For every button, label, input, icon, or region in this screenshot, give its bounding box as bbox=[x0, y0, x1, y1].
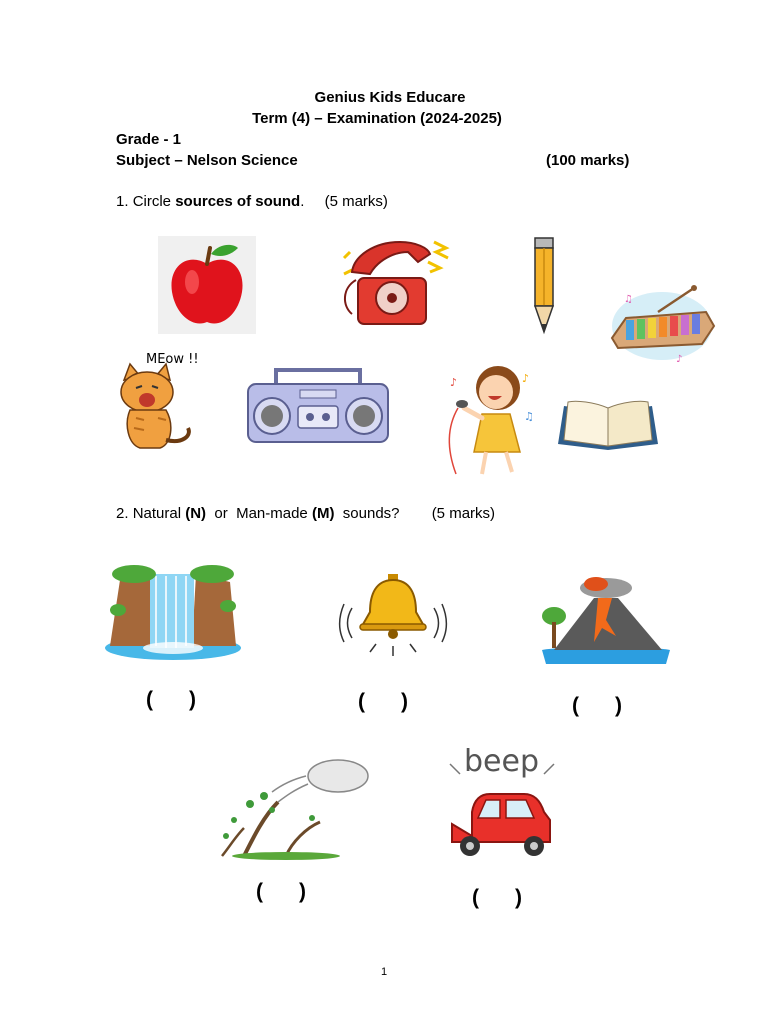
open-paren: ( bbox=[146, 688, 153, 711]
question-text-or: or bbox=[214, 505, 228, 522]
question-marks: (5 marks) bbox=[324, 193, 388, 210]
open-paren: ( bbox=[358, 690, 365, 713]
waterfall-icon bbox=[104, 560, 242, 664]
volcano-icon bbox=[540, 576, 672, 666]
close-paren: ) bbox=[615, 694, 622, 717]
grade-label: Grade - 1 bbox=[116, 131, 182, 148]
question-text-manmade: Man-made bbox=[236, 505, 308, 522]
pencil-icon[interactable] bbox=[528, 236, 560, 336]
radio-cassette-icon[interactable] bbox=[246, 366, 390, 444]
telephone-icon[interactable] bbox=[338, 234, 456, 328]
question-number: 1. bbox=[116, 193, 129, 210]
svg-text:♫: ♫ bbox=[524, 410, 534, 423]
manmade-code: (M) bbox=[311, 505, 335, 522]
exam-title: Term (4) – Examination (2024-2025) bbox=[252, 110, 502, 127]
svg-text:♪: ♪ bbox=[522, 372, 530, 385]
answer-bracket-bell[interactable] bbox=[358, 690, 408, 714]
question-1-heading bbox=[116, 193, 388, 210]
close-paren: ) bbox=[401, 690, 408, 713]
close-paren: ) bbox=[299, 880, 306, 903]
question-text-natural: Natural bbox=[132, 505, 182, 522]
answer-bracket-car[interactable] bbox=[472, 886, 522, 910]
question-text-sounds: sounds? bbox=[342, 505, 400, 522]
question-emphasis: sources of sound bbox=[175, 193, 301, 210]
close-paren: ) bbox=[189, 688, 196, 711]
open-paren: ( bbox=[472, 886, 479, 909]
svg-text:♪: ♪ bbox=[676, 354, 683, 365]
question-punct: . bbox=[300, 193, 305, 210]
open-paren: ( bbox=[256, 880, 263, 903]
answer-bracket-volcano[interactable] bbox=[572, 694, 622, 718]
answer-bracket-wind[interactable] bbox=[256, 880, 306, 904]
question-2-heading bbox=[116, 505, 495, 522]
open-paren: ( bbox=[572, 694, 579, 717]
bell-icon bbox=[340, 568, 446, 660]
question-number: 2. bbox=[116, 505, 129, 522]
xylophone-icon[interactable] bbox=[606, 282, 718, 368]
cat-caption: MEow !! bbox=[146, 352, 199, 367]
wind-trees-icon bbox=[216, 756, 372, 860]
question-marks: (5 marks) bbox=[431, 505, 496, 522]
car-horn-icon bbox=[446, 744, 560, 860]
question-text: Circle bbox=[132, 193, 172, 210]
meowing-cat-icon[interactable] bbox=[110, 344, 204, 454]
answer-bracket-waterfall[interactable] bbox=[146, 688, 196, 712]
apple-icon[interactable] bbox=[158, 236, 256, 334]
subject-label: Subject – Nelson Science bbox=[116, 152, 298, 169]
close-paren: ) bbox=[515, 886, 522, 909]
svg-text:♫: ♫ bbox=[624, 294, 633, 305]
singing-girl-icon[interactable] bbox=[436, 362, 536, 480]
natural-code: (N) bbox=[185, 505, 207, 522]
svg-text:♪: ♪ bbox=[450, 376, 458, 389]
total-marks: (100 marks) bbox=[546, 152, 630, 169]
open-book-icon[interactable] bbox=[556, 398, 660, 454]
page-number: 1 bbox=[381, 966, 388, 978]
school-name: Genius Kids Educare bbox=[314, 89, 466, 106]
beep-caption: beep bbox=[464, 744, 539, 779]
